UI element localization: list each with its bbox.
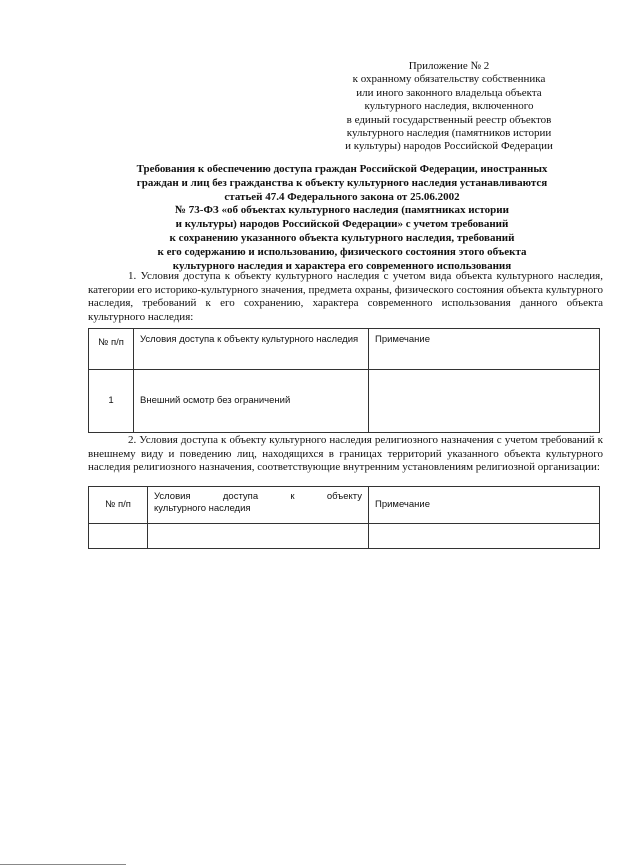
- title-line: к его содержанию и использованию, физического состояния этого объекта: [157, 245, 527, 258]
- header-number: № п/п: [89, 487, 148, 524]
- table-row: [89, 370, 600, 433]
- header-word: к: [290, 491, 295, 502]
- appendix-line: культурного наследия (памятников истории: [346, 127, 552, 140]
- table-row: [89, 524, 600, 549]
- appendix-line: и культуры) народов Российской Федерации: [345, 140, 553, 153]
- title-line: и культуры) народов Российской Федерации» с учетом требований: [175, 218, 509, 231]
- cell-note: [369, 524, 600, 549]
- cell-conditions: [148, 524, 369, 549]
- title-line: № 73-ФЗ «об объектах культурного наследия (памятниках истории: [175, 204, 509, 217]
- title-line: граждан и лиц без гражданства к объекту культурного наследия устанавливаются: [136, 176, 548, 189]
- appendix-line: Приложение № 2: [408, 60, 490, 72]
- cell-number: [89, 524, 148, 549]
- appendix-line: или иного законного владельца объекта: [356, 86, 542, 99]
- title-line: статьей 47.4 Федерального закона от 25.06.2002: [224, 190, 460, 203]
- table-header-row: [89, 487, 600, 524]
- appendix-header: [318, 60, 580, 154]
- header-number: № п/п: [89, 329, 134, 370]
- section1-table: [88, 328, 600, 433]
- cell-note: [369, 370, 600, 433]
- appendix-line: в единый государственный реестр объектов: [346, 113, 552, 126]
- cell-conditions: Внешний осмотр без ограничений: [134, 370, 369, 433]
- document-title: [82, 163, 602, 273]
- cell-number: 1: [89, 370, 134, 433]
- title-line: Требования к обеспечению доступа граждан Российской Федерации, иностранных: [136, 163, 548, 175]
- header-word: объекту: [326, 491, 362, 502]
- appendix-line: к охранному обязательству собственника: [352, 73, 546, 86]
- appendix-line: культурного наследия, включенного: [364, 100, 534, 113]
- header-word: доступа: [222, 491, 259, 502]
- section2-paragraph: 2. Условия доступа к объекту культурного наследия религиозного назначения с учетом требований к внешнему виду и поведению лиц, находящихся в границах территорий указанного объекта культурного наследия религиозного назначения, соответствующие внутренним установлениям религиозной организации:: [88, 434, 603, 474]
- title-line: культурного наследия и характера его современного использования: [172, 259, 512, 272]
- table-header-row: [89, 329, 600, 370]
- header-conditions-line1: [154, 491, 362, 503]
- section2-table: [88, 486, 600, 549]
- header-conditions: [148, 487, 369, 524]
- header-conditions: Условия доступа к объекту культурного наследия: [134, 329, 369, 370]
- header-word: Условия: [154, 491, 191, 502]
- title-line: к сохранению указанного объекта культурного наследия, требований: [169, 231, 515, 244]
- section1-paragraph: 1. Условия доступа к объекту культурного наследия с учетом вида объекта культурного наследия, категории его историко-культурного значения, предмета охраны, физического состояния объекта культурного наследия, требований к его сохранению, характера современного использования данного объекта культурного наследия:: [88, 270, 603, 323]
- header-note: Примечание: [369, 487, 600, 524]
- page-edge-divider: [0, 864, 126, 865]
- header-note: Примечание: [369, 329, 600, 370]
- header-conditions-line2: культурного наследия: [154, 503, 251, 514]
